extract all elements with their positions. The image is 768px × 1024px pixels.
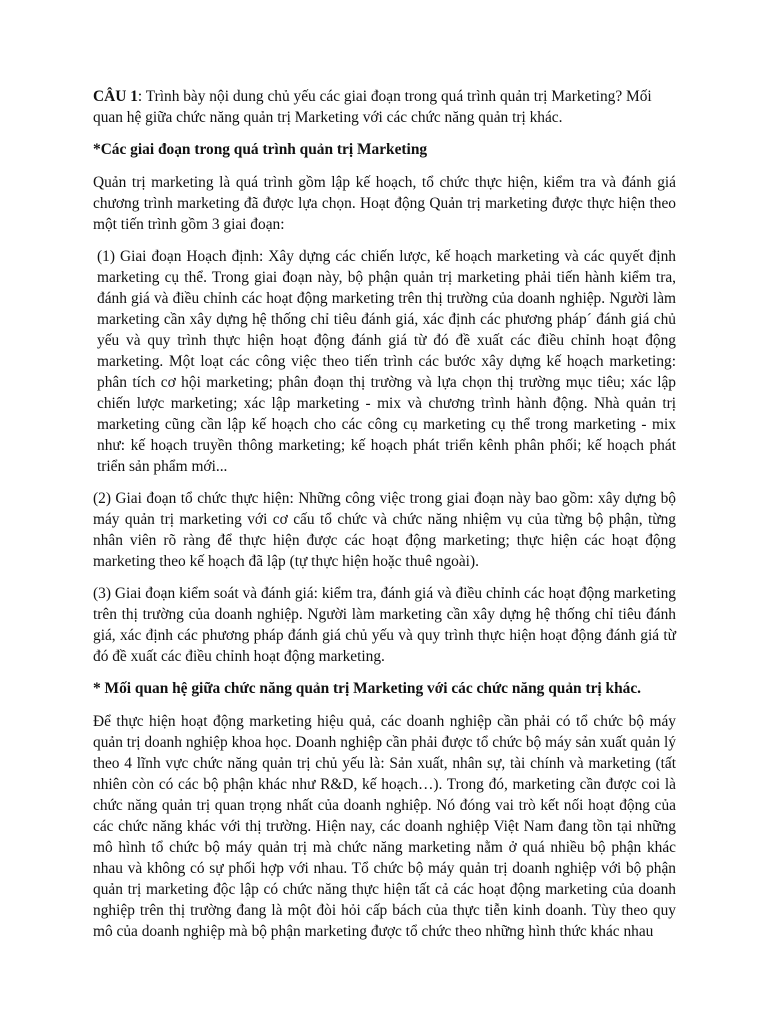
stage2-paragraph: (2) Giai đoạn tổ chức thực hiện: Những công việc trong giai đoạn này bao gồm: xây dựng bộ máy quản trị marketing với cơ cấu tổ chức và chức năng nhiệm vụ của từng bộ phận, từng nhân viên rõ ràng để thực hiện được các hoạt động marketing; thực hiện các hoạt động marketing theo kế hoạch đã lập (tự thực hiện hoặc thuê ngoài). xyxy=(93,490,676,570)
section1-intro: Quản trị marketing là quá trình gồm lập kế hoạch, tổ chức thực hiện, kiểm tra và đánh giá chương trình marketing đã được lựa chọn. Hoạt động Quản trị marketing được thực hiện theo một tiến trình gồm 3 giai đoạn: xyxy=(93,174,676,233)
question-text: : Trình bày nội dung chủ yếu các giai đoạn trong quá trình quản trị Marketing? Mối quan hệ giữa chức năng quản trị Marketing với các chức năng quản trị khác. xyxy=(93,88,652,126)
question-paragraph xyxy=(93,86,676,128)
section1-heading: *Các giai đoạn trong quá trình quản trị Marketing xyxy=(93,141,428,158)
stage3-paragraph: (3) Giai đoạn kiểm soát và đánh giá: kiểm tra, đánh giá và điều chỉnh các hoạt động marketing trên thị trường của doanh nghiệp. Người làm marketing cần xây dựng hệ thống chỉ tiêu đánh giá, xác định các phương pháp đánh giá chủ yếu và quy trình thực hiện hoạt động đánh giá từ đó đề xuất các điều chỉnh hoạt động marketing. xyxy=(93,585,676,665)
stage1-paragraph: (1) Giai đoạn Hoạch định: Xây dựng các chiến lược, kế hoạch marketing và các quyết định marketing cụ thể. Trong giai đoạn này, bộ phận quản trị marketing phải tiến hành kiểm tra, đánh giá và điều chỉnh các hoạt động marketing trên thị trường của doanh nghiệp. Người làm marketing cần xây dựng hệ thống chỉ tiêu đánh giá, xác định các phương pháp´ đánh giá chủ yếu và quy trình thực hiện hoạt động đánh giá từ đó đề xuất các điều chỉnh hoạt động marketing. Một loạt các công việc theo tiến trình các bước xây dựng kế hoạch marketing: phân tích cơ hội marketing; phân đoạn thị trường và lựa chọn thị trường mục tiêu; xác lập chiến lược marketing; xác lập marketing - mix và chương trình hành động. Nhà quản trị marketing cũng cần lập kế hoạch cho các công cụ marketing cụ thể trong marketing - mix như: kế hoạch truyền thông marketing; kế hoạch phát triển kênh phân phối; kế hoạch phát triển sản phẩm mới... xyxy=(97,248,676,475)
question-label: CÂU 1 xyxy=(93,88,138,105)
section2-body: Để thực hiện hoạt động marketing hiệu quả, các doanh nghiệp cần phải có tổ chức bộ máy quản trị doanh nghiệp khoa học. Doanh nghiệp cần phải được tổ chức bộ máy sản xuất quản lý theo 4 lĩnh vực chức năng quản trị chủ yếu là: Sản xuất, nhân sự, tài chính và marketing (tất nhiên còn có các bộ phận khác như R&D, kế hoạch…). Trong đó, marketing cần được coi là chức năng quản trị quan trọng nhất của doanh nghiệp. Nó đóng vai trò kết nối hoạt động của các chức năng khác với thị trường. Hiện nay, các doanh nghiệp Việt Nam đang tồn tại những mô hình tổ chức bộ máy quản trị mà chức năng marketing nằm ở quá nhiều bộ phận khác nhau và không có sự phối hợp với nhau. Tổ chức bộ máy quản trị doanh nghiệp với bộ phận quản trị marketing độc lập có chức năng thực hiện tất cả các hoạt động marketing của doanh nghiệp trên thị trường đang là một đòi hỏi cấp bách của thực tiễn kinh doanh. Tùy theo quy mô của doanh nghiệp mà bộ phận marketing được tổ chức theo những hình thức khác nhau xyxy=(93,713,676,940)
section2-heading: * Mối quan hệ giữa chức năng quản trị Marketing với các chức năng quản trị khác. xyxy=(93,680,642,697)
